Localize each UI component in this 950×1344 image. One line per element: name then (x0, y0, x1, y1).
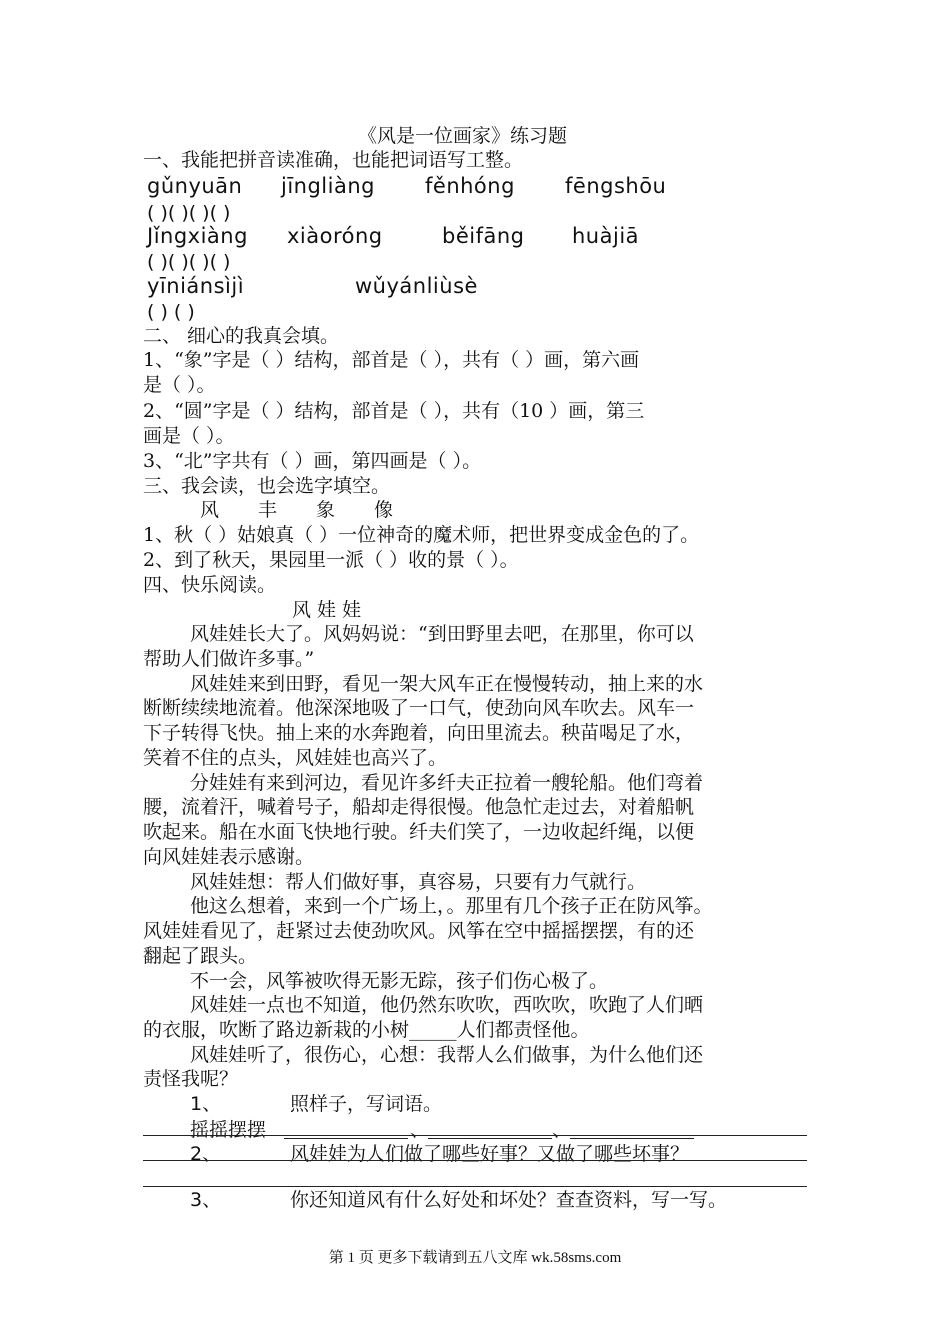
story-line: 不一会，风筝被吹得无影无踪，孩子们伤心极了。 (190, 970, 609, 992)
story-line: 分娃娃有来到河边，看见许多纤夫正拉着一艘轮船。他们弯着 (190, 772, 704, 794)
story-line: 帮助人们做许多事。” (143, 648, 315, 670)
pinyin-word: fēngshōu (565, 174, 667, 198)
pinyin-word: gǔnyuān (147, 174, 243, 198)
story-line: 风娃娃想：帮人们做好事，真容易，只要有力气就行。 (190, 871, 647, 893)
story-line: 的衣服，吹断了路边新栽的小树_____人们都责怪他。 (143, 1019, 590, 1041)
answer-line[interactable] (143, 1135, 807, 1136)
question-line: 1、秋（ ）姑娘真（ ）一位神奇的魔术师，把世界变成金色的了。 (143, 524, 700, 546)
pinyin-row-2 (147, 224, 707, 250)
section4-heading: 四、快乐阅读。 (143, 574, 277, 596)
word-choices (200, 498, 420, 522)
story-line: 向风娃娃表示感谢。 (143, 846, 315, 868)
choice-word: 风 (200, 499, 220, 521)
story-line: 风娃娃长大了。风妈妈说：“到田野里去吧，在那里，你可以 (190, 623, 694, 645)
section1-heading: 一、我能把拼音读准确，也能把词语写工整。 (143, 149, 524, 171)
question-text: 风娃娃为人们做了哪些好事？又做了哪些坏事？ (290, 1143, 690, 1165)
pinyin-word: Jǐngxiàng (147, 224, 248, 248)
answer-brackets-row-3: ( ) ( ) (147, 301, 195, 323)
question-line: 是（ ）。 (143, 374, 216, 396)
story-line: 腰，流着汗，喊着号子，船却走得很慢。他急忙走过去，对着船帆 (143, 796, 695, 818)
answer-blank[interactable] (570, 1138, 694, 1139)
answer-brackets-row-1: ( )( )( )( ) (147, 202, 231, 224)
question-line: 画是（ ）。 (143, 425, 235, 447)
page-title: 《风是一位画家》练习题 (358, 125, 568, 147)
pinyin-word: xiàoróng (287, 224, 383, 248)
question-line: 1、“象”字是（ ）结构，部首是（ ），共有（ ）画，第六画 (143, 349, 640, 371)
separator: 、 (552, 1119, 572, 1141)
question-line: 2、“圆”字是（ ）结构，部首是（ ），共有（10 ）画，第三 (143, 400, 645, 422)
answer-line[interactable] (143, 1186, 807, 1187)
separator: 、 (410, 1119, 430, 1141)
story-line: 风娃娃看见了，赶紧过去使劲吹风。风筝在空中摇摇摆摆，有的还 (143, 920, 695, 942)
story-line: 下子转得飞快。抽上来的水奔跑着，向田里流去。秧苗喝足了水， (143, 722, 695, 744)
choice-word: 像 (374, 499, 394, 521)
story-line: 吹起来。船在水面飞快地行驶。纤夫们笑了，一边收起纤绳，以便 (143, 821, 695, 843)
page-footer: 第 1 页 更多下载请到五八文库 wk.58sms.com (328, 1250, 622, 1266)
answer-line[interactable] (143, 1160, 807, 1161)
pinyin-row-3 (147, 274, 707, 300)
answer-blank[interactable] (284, 1138, 408, 1139)
pinyin-row-1 (147, 174, 707, 200)
story-line: 断断续续地流着。他深深地吸了一口气，使劲向风车吹去。风车一 (143, 697, 695, 719)
pinyin-word: jīngliàng (281, 174, 375, 198)
question-text: 照样子，写词语。 (290, 1093, 443, 1115)
example-word: 摇摇摆摆 (190, 1119, 267, 1141)
section2-heading: 二、 细心的我真会填。 (143, 325, 340, 347)
choice-word: 象 (316, 499, 336, 521)
answer-blank[interactable] (428, 1138, 552, 1139)
story-line: 他这么想着，来到一个广场上，。那里有几个孩子正在防风筝。 (190, 895, 713, 917)
question-number: 3、 (190, 1189, 222, 1211)
question-number: 1、 (190, 1093, 222, 1115)
story-line: 风娃娃来到田野，看见一架大风车正在慢慢转动，抽上来的水 (190, 673, 704, 695)
story-line: 风娃娃听了，很伤心，心想：我帮人么们做事，为什么他们还 (190, 1044, 704, 1066)
story-line: 责怪我呢？ (143, 1068, 239, 1090)
answer-brackets-row-2: ( )( )( )( ) (147, 251, 231, 273)
choice-word: 丰 (258, 499, 278, 521)
section3-heading: 三、我会读，也会选字填空。 (143, 475, 391, 497)
question-text: 你还知道风有什么好处和坏处？查查资料，写一写。 (290, 1189, 728, 1211)
story-line: 风娃娃一点也不知道，他仍然东吹吹，西吹吹，吹跑了人们晒 (190, 994, 704, 1016)
question-line: 2、到了秋天，果园里一派（ ）收的景（ ）。 (143, 549, 519, 571)
story-line: 翻起了跟头。 (143, 945, 258, 967)
pinyin-word: běifāng (442, 224, 525, 248)
question-line: 3、“北”字共有（ ）画，第四画是（ ）。 (143, 450, 482, 472)
pinyin-word: huàjiā (572, 224, 640, 248)
pinyin-word: yīniánsìjì (147, 274, 245, 298)
story-title: 风 娃 娃 (292, 599, 362, 621)
pinyin-word: fěnhóng (425, 174, 515, 198)
pinyin-word: wǔyánliùsè (355, 274, 478, 298)
story-line: 笑着不住的点头，风娃娃也高兴了。 (143, 747, 448, 769)
question-number: 2、 (190, 1143, 222, 1165)
